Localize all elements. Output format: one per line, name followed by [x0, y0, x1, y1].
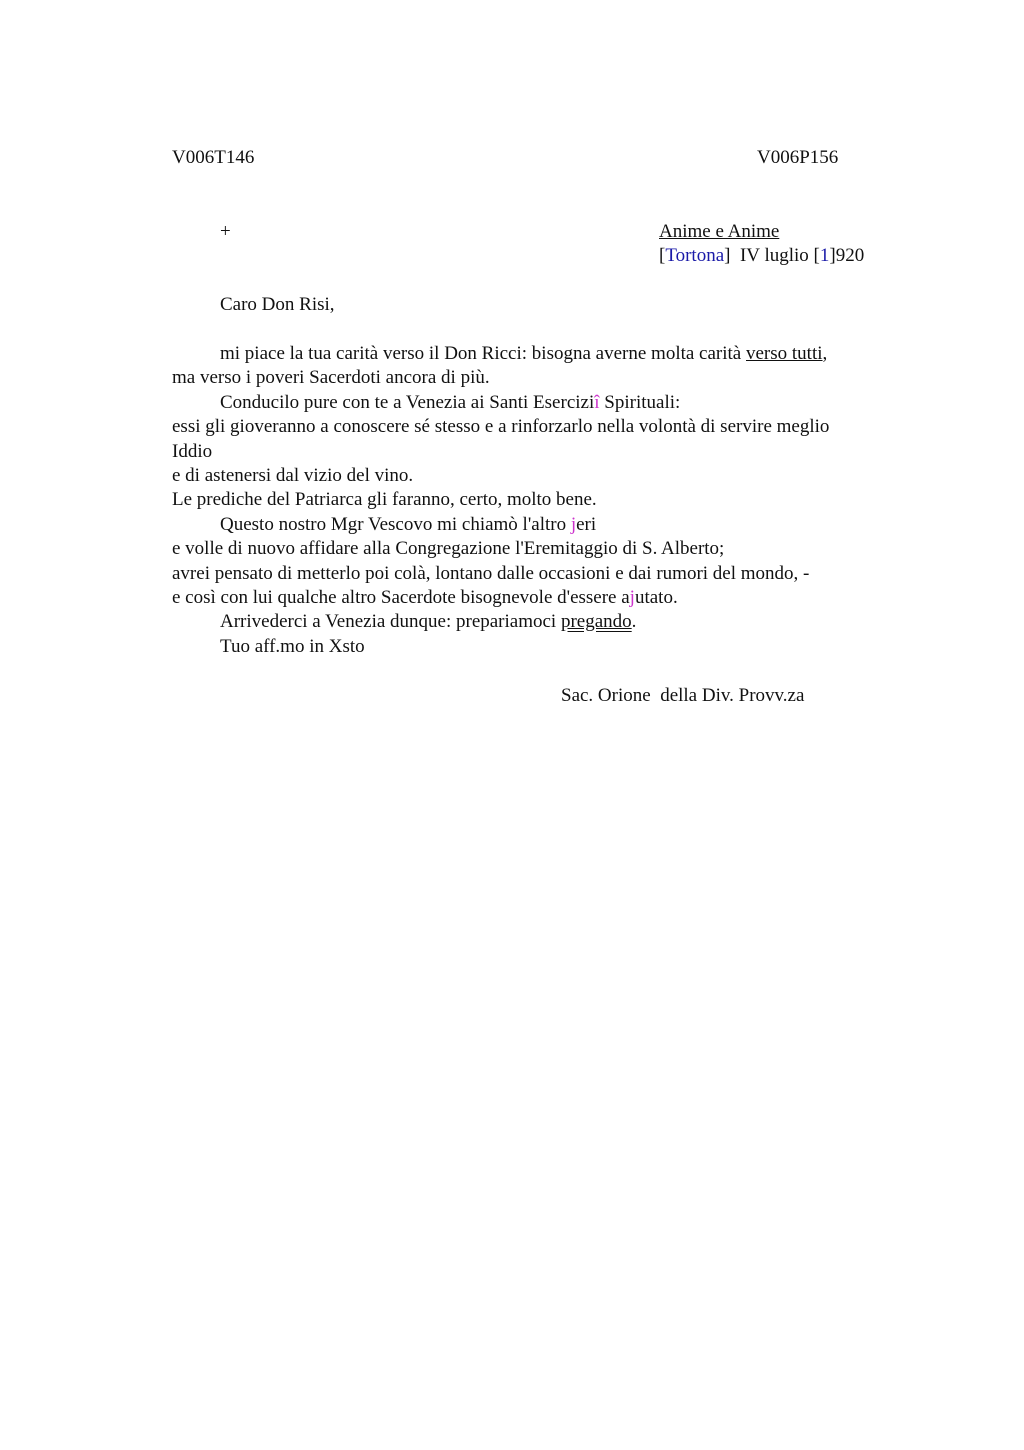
year-text: 920 — [835, 245, 865, 266]
letter-line: ma verso i poveri Sacerdoti ancora di più. — [172, 367, 490, 389]
document-code-left: V006T146 — [172, 147, 255, 168]
text-run: Questo nostro Mgr Vescovo mi chiamò l'altro — [220, 513, 571, 535]
text-run: Arrivederci a Venezia dunque: prepariamoci — [220, 611, 561, 633]
letter-line — [172, 586, 892, 610]
editorial-mark: j — [570, 513, 577, 535]
double-underlined-text: pregando — [560, 611, 632, 633]
bracket-open: [ — [659, 245, 666, 266]
cross-symbol: + — [220, 221, 231, 242]
signature: Sac. Orione della Div. Provv.za — [561, 685, 805, 706]
text-run: mi piace la tua carità verso il Don Ricci: bisogna averne molta carità — [220, 343, 746, 364]
bracket-open-year: [ — [813, 245, 820, 266]
salutation: Caro Don Risi, — [220, 294, 335, 315]
letter-line: e di astenersi dal vizio del vino. — [172, 465, 414, 487]
letter-line: e volle di nuovo affidare alla Congregazione l'Eremitaggio di S. Alberto; — [172, 538, 725, 560]
letter-body — [172, 342, 892, 659]
place-date-line — [659, 244, 864, 268]
place-name: Tortona — [665, 245, 725, 266]
letter-line: Iddio — [172, 440, 213, 462]
letterhead-motto: Anime e Anime — [659, 221, 780, 242]
document-code-right: V006P156 — [757, 147, 839, 168]
bracket-close: ] — [724, 245, 731, 266]
text-run: eri — [576, 513, 597, 535]
text-run: Conducilo pure con te a Venezia ai Santi Esercizi — [220, 391, 595, 413]
year-digit: 1 — [819, 245, 830, 266]
editorial-mark: î — [594, 391, 600, 413]
letter-line: essi gli gioveranno a conoscere sé stesso e a rinforzarlo nella volontà di servire meglio — [172, 416, 830, 438]
text-run: utato. — [634, 587, 678, 609]
date-text: IV luglio — [730, 245, 814, 266]
letter-line — [172, 610, 892, 634]
underlined-text: verso tutti — [746, 343, 823, 364]
editorial-mark: j — [629, 587, 635, 609]
letter-line — [172, 513, 892, 537]
bracket-close-year: ] — [829, 245, 836, 266]
letter-line — [172, 342, 892, 366]
text-run: Spirituali: — [599, 391, 681, 413]
letter-line: Le prediche del Patriarca gli faranno, certo, molto bene. — [172, 489, 597, 511]
letter-line: avrei pensato di metterlo poi colà, lontano dalle occasioni e dai rumori del mondo, - — [172, 562, 810, 584]
text-run: e così con lui qualche altro Sacerdote bisognevole d'essere a — [172, 587, 630, 609]
text-run: , — [822, 343, 828, 364]
text-run: . — [631, 611, 637, 633]
letter-line — [172, 391, 892, 415]
closing: Tuo aff.mo in Xsto — [220, 635, 365, 657]
